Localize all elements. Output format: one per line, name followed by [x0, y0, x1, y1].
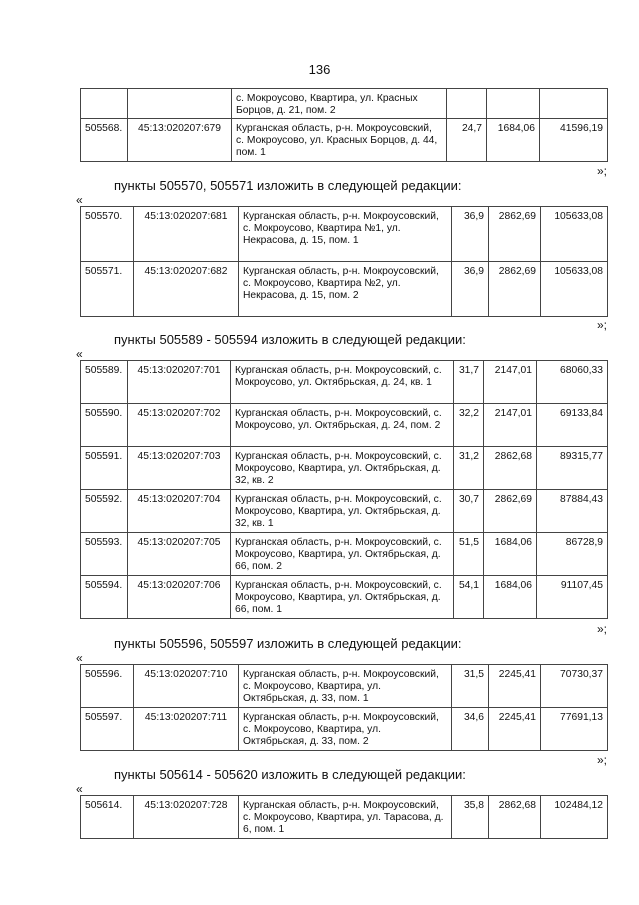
area: 35,8 [452, 796, 489, 839]
row-number: 505571. [81, 262, 134, 317]
cadastral-number: 45:13:020207:711 [134, 708, 239, 751]
table-row [81, 361, 608, 404]
cadastral-number [128, 89, 232, 119]
cadastral-value-per-unit: 2147,01 [484, 404, 537, 447]
registry-table [80, 664, 608, 751]
registry-table [80, 88, 608, 162]
closing-quote: »; [596, 622, 607, 636]
table-row [81, 89, 608, 119]
table-row [81, 404, 608, 447]
cadastral-value-per-unit: 2245,41 [489, 665, 541, 708]
cadastral-value-per-unit: 2862,68 [489, 796, 541, 839]
cadastral-value-per-unit: 1684,06 [487, 119, 540, 162]
closing-quote: »; [596, 753, 607, 767]
area: 36,9 [452, 207, 489, 262]
closing-quote: »; [596, 164, 607, 178]
registry-table [80, 795, 608, 839]
registry-table [80, 206, 608, 317]
cadastral-number: 45:13:020207:705 [128, 533, 231, 576]
cadastral-value-per-unit: 2147,01 [484, 361, 537, 404]
cadastral-number: 45:13:020207:704 [128, 490, 231, 533]
address: Курганская область, р-н. Мокроусовский, с. Мокроусово, Квартира, ул. Тарасова, д. 6, пом. 1 [239, 796, 452, 839]
address: Курганская область, р-н. Мокроусовский, с. Мокроусово, ул. Красных Борцов, д. 44, пом. 1 [232, 119, 447, 162]
table-row [81, 262, 608, 317]
cadastral-value-per-unit: 2862,68 [484, 447, 537, 490]
area: 32,2 [454, 404, 484, 447]
address: Курганская область, р-н. Мокроусовский, с. Мокроусово, Квартира, ул. Октябрьская, д. 32, кв. 2 [231, 447, 454, 490]
cadastral-cost: 89315,77 [537, 447, 608, 490]
area: 24,7 [447, 119, 487, 162]
cadastral-cost: 68060,33 [537, 361, 608, 404]
address: Курганская область, р-н. Мокроусовский, с. Мокроусово, Квартира, ул. Октябрьская, д. 33, пом. 1 [239, 665, 452, 708]
table-row [81, 576, 608, 619]
address: с. Мокроусово, Квартира, ул. Красных Борцов, д. 21, пом. 2 [232, 89, 447, 119]
cadastral-number: 45:13:020207:679 [128, 119, 232, 162]
amendment-intro: пункты 505614 - 505620 изложить в следующей редакции: [114, 767, 466, 782]
cadastral-number: 45:13:020207:682 [134, 262, 239, 317]
cadastral-cost: 102484,12 [541, 796, 608, 839]
row-number: 505593. [81, 533, 128, 576]
row-number: 505570. [81, 207, 134, 262]
cadastral-number: 45:13:020207:728 [134, 796, 239, 839]
row-number: 505589. [81, 361, 128, 404]
area [447, 89, 487, 119]
closing-quote: »; [596, 318, 607, 332]
area: 34,6 [452, 708, 489, 751]
cadastral-number: 45:13:020207:701 [128, 361, 231, 404]
address: Курганская область, р-н. Мокроусовский, с. Мокроусово, ул. Октябрьская, д. 24, кв. 1 [231, 361, 454, 404]
cadastral-value-per-unit: 1684,06 [484, 533, 537, 576]
row-number: 505614. [81, 796, 134, 839]
table-row [81, 708, 608, 751]
opening-quote: « [76, 347, 83, 361]
cadastral-value-per-unit: 2862,69 [489, 262, 541, 317]
area: 31,7 [454, 361, 484, 404]
row-number: 505591. [81, 447, 128, 490]
cadastral-cost: 105633,08 [541, 262, 608, 317]
cadastral-cost: 91107,45 [537, 576, 608, 619]
cadastral-value-per-unit: 2862,69 [489, 207, 541, 262]
cadastral-number: 45:13:020207:681 [134, 207, 239, 262]
address: Курганская область, р-н. Мокроусовский, с. Мокроусово, Квартира №1, ул. Некрасова, д. 15, пом. 1 [239, 207, 452, 262]
cadastral-cost: 86728,9 [537, 533, 608, 576]
row-number: 505596. [81, 665, 134, 708]
cadastral-value-per-unit: 2245,41 [489, 708, 541, 751]
address: Курганская область, р-н. Мокроусовский, с. Мокроусово, ул. Октябрьская, д. 24, пом. 2 [231, 404, 454, 447]
row-number: 505594. [81, 576, 128, 619]
row-number: 505597. [81, 708, 134, 751]
cadastral-cost: 69133,84 [537, 404, 608, 447]
cadastral-cost: 87884,43 [537, 490, 608, 533]
page-number: 136 [308, 62, 331, 77]
cadastral-value-per-unit [487, 89, 540, 119]
opening-quote: « [76, 651, 83, 665]
cadastral-number: 45:13:020207:710 [134, 665, 239, 708]
row-number: 505590. [81, 404, 128, 447]
cadastral-cost [540, 89, 608, 119]
table-row [81, 665, 608, 708]
area: 36,9 [452, 262, 489, 317]
cadastral-cost: 77691,13 [541, 708, 608, 751]
row-number: 505592. [81, 490, 128, 533]
cadastral-cost: 41596,19 [540, 119, 608, 162]
area: 30,7 [454, 490, 484, 533]
address: Курганская область, р-н. Мокроусовский, с. Мокроусово, Квартира, ул. Октябрьская, д. 66, пом. 2 [231, 533, 454, 576]
address: Курганская область, р-н. Мокроусовский, с. Мокроусово, Квартира, ул. Октябрьская, д. 33, пом. 2 [239, 708, 452, 751]
opening-quote: « [76, 193, 83, 207]
address: Курганская область, р-н. Мокроусовский, с. Мокроусово, Квартира, ул. Октябрьская, д. 32, кв. 1 [231, 490, 454, 533]
table-row [81, 447, 608, 490]
cadastral-value-per-unit: 2862,69 [484, 490, 537, 533]
address: Курганская область, р-н. Мокроусовский, с. Мокроусово, Квартира, ул. Октябрьская, д. 66, пом. 1 [231, 576, 454, 619]
table-row [81, 490, 608, 533]
amendment-intro: пункты 505596, 505597 изложить в следующей редакции: [114, 636, 462, 651]
table-row [81, 533, 608, 576]
cadastral-number: 45:13:020207:702 [128, 404, 231, 447]
area: 31,2 [454, 447, 484, 490]
cadastral-cost: 105633,08 [541, 207, 608, 262]
cadastral-cost: 70730,37 [541, 665, 608, 708]
registry-table [80, 360, 608, 619]
area: 31,5 [452, 665, 489, 708]
area: 54,1 [454, 576, 484, 619]
table-row [81, 207, 608, 262]
row-number [81, 89, 128, 119]
row-number: 505568. [81, 119, 128, 162]
cadastral-number: 45:13:020207:706 [128, 576, 231, 619]
table-row [81, 796, 608, 839]
address: Курганская область, р-н. Мокроусовский, с. Мокроусово, Квартира №2, ул. Некрасова, д. 15, пом. 2 [239, 262, 452, 317]
table-row [81, 119, 608, 162]
opening-quote: « [76, 782, 83, 796]
cadastral-value-per-unit: 1684,06 [484, 576, 537, 619]
cadastral-number: 45:13:020207:703 [128, 447, 231, 490]
amendment-intro: пункты 505570, 505571 изложить в следующей редакции: [114, 178, 462, 193]
area: 51,5 [454, 533, 484, 576]
amendment-intro: пункты 505589 - 505594 изложить в следующей редакции: [114, 332, 466, 347]
